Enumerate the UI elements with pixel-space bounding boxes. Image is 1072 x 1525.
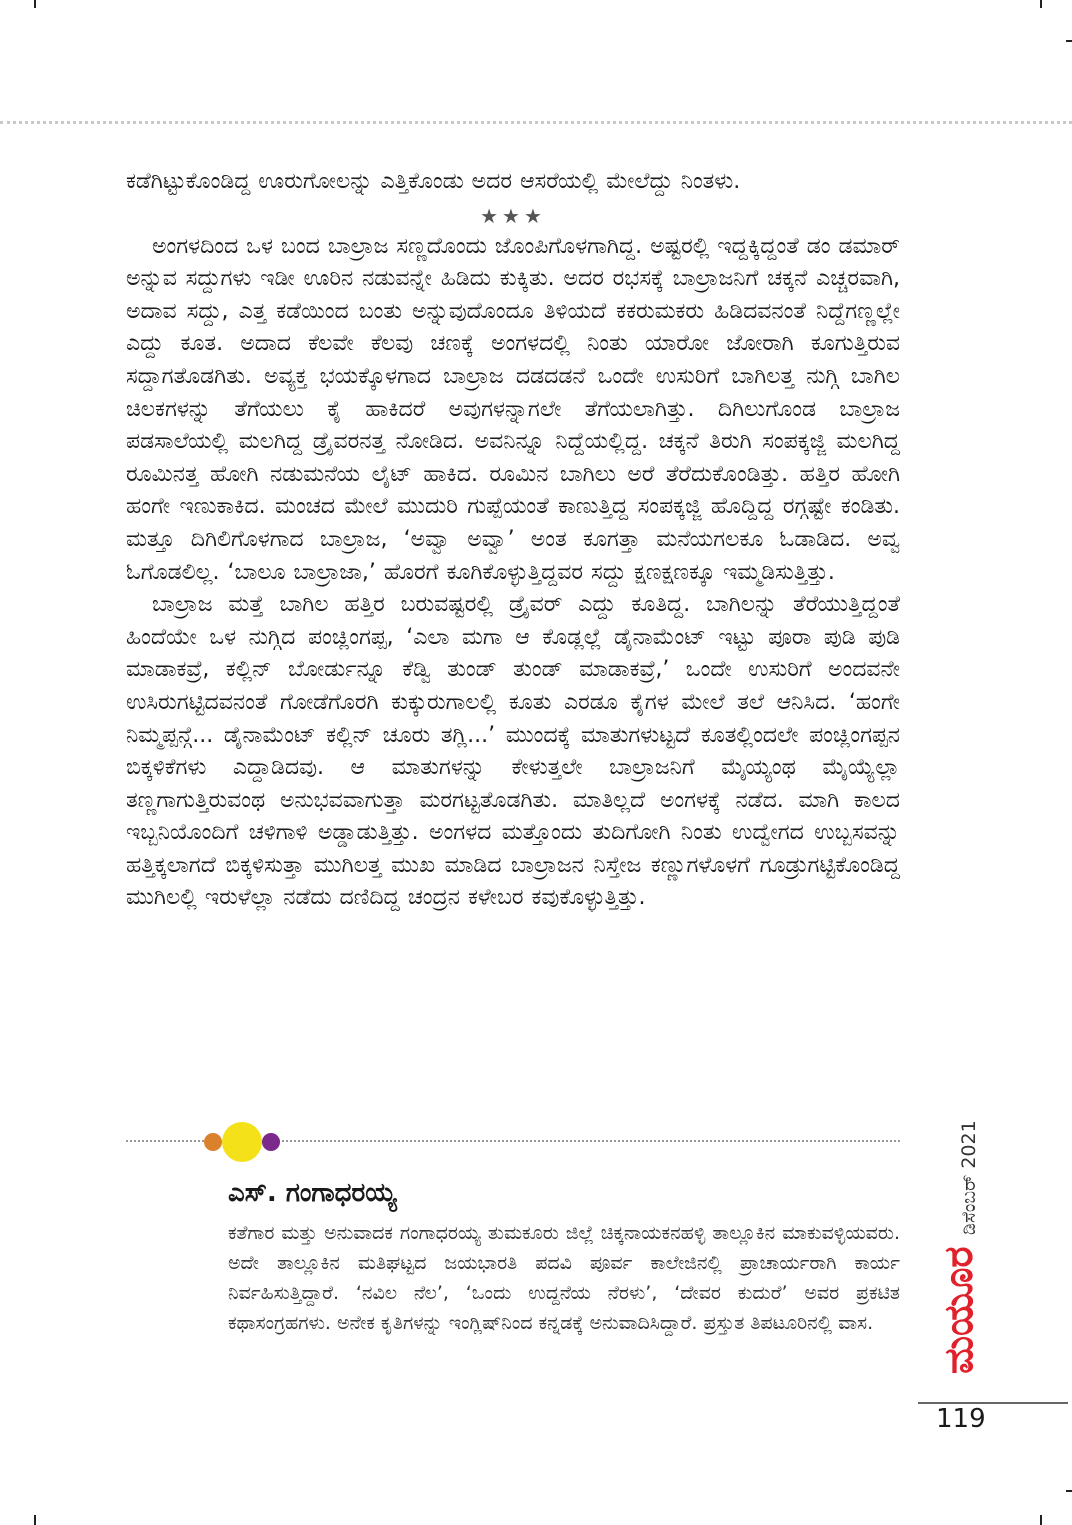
orange-dot-ornament bbox=[204, 1133, 222, 1151]
section-break-stars: ★★★ bbox=[480, 203, 546, 228]
article-paragraph-1: ಅಂಗಳದಿಂದ ಒಳ ಬಂದ ಬಾಲ್ರಾಜ ಸಣ್ಣದೊಂದು ಜೊಂಪಿಗೊಳಗಾಗಿದ್ದ. ಅಷ್ಟರಲ್ಲಿ ಇದ್ದಕ್ಕಿದ್ದಂತೆ ಡಂ ಡಮಾರ್ ಅನ್ನುವ ಸದ್ದುಗಳು ಇಡೀ ಊರಿನ ನಡುವನ್ನೇ ಹಿಡಿದು ಕುಕ್ಕಿತು. ಅದರ ರಭಸಕ್ಕೆ ಬಾಲ್ರಾಜನಿಗೆ ಚಕ್ಕನೆ ಎಚ್ಚರವಾಗಿ, ಅದಾವ ಸದ್ದು, ಎತ್ತ ಕಡೆಯಿಂದ ಬಂತು ಅನ್ನುವುದೊಂದೂ ತಿಳಿಯದೆ ಕಕರುಮಕರು ಹಿಡಿದವನಂತೆ ನಿದ್ದೆಗಣ್ಣಲ್ಲೇ ಎದ್ದು ಕೂತ. ಅದಾದ ಕೆಲವೇ ಕೆಲವು ಚಣಕ್ಕೆ ಅಂಗಳದಲ್ಲಿ ನಿಂತು ಯಾರೋ ಜೋರಾಗಿ ಕೂಗುತ್ತಿರುವ ಸದ್ದಾಗತೊಡಗಿತು. ಅವ್ಯಕ್ತ ಭಯಕ್ಕೊಳಗಾದ ಬಾಲ್ರಾಜ ದಡದಡನೆ ಒಂದೇ ಉಸುರಿಗೆ ಬಾಗಿಲತ್ತ ನುಗ್ಗಿ ಬಾಗಿಲ ಚಿಲಕಗಳನ್ನು ತೆಗೆಯಲು ಕೈ ಹಾಕಿದರೆ ಅವುಗಳನ್ನಾಗಲೇ ತೆಗೆಯಲಾಗಿತ್ತು. ದಿಗಿಲುಗೊಂಡ ಬಾಲ್ರಾಜ ಪಡಸಾಲೆಯಲ್ಲಿ ಮಲಗಿದ್ದ ಡ್ರೈವರನತ್ತ ನೋಡಿದ. ಅವನಿನ್ನೂ ನಿದ್ದೆಯಲ್ಲಿದ್ದ. ಚಕ್ಕನೆ ತಿರುಗಿ ಸಂಪಕ್ಕಜ್ಜಿ ಮಲಗಿದ್ದ ರೂಮಿನತ್ತ ಹೋಗಿ ನಡುಮನೆಯ ಲೈಟ್ ಹಾಕಿದ. ರೂಮಿನ ಬಾಗಿಲು ಅರೆ ತೆರೆದುಕೊಂಡಿತ್ತು. ಹತ್ತಿರ ಹೋಗಿ ಹಂಗೇ ಇಣುಕಾಕಿದ. ಮಂಚದ ಮೇಲೆ ಮುದುರಿ ಗುಪ್ಪೆಯಂತೆ ಕಾಣುತ್ತಿದ್ದ ಸಂಪಕ್ಕಜ್ಜಿ ಹೊದ್ದಿದ್ದ ರಗ್ಗಷ್ಟೇ ಕಂಡಿತು. ಮತ್ತೂ ದಿಗಿಲಿಗೊಳಗಾದ ಬಾಲ್ರಾಜ, ‘ಅವ್ವಾ ಅವ್ವಾ’ ಅಂತ ಕೂಗತ್ತಾ ಮನೆಯಗಲಕೂ ಓಡಾಡಿದ. ಅವ್ವ ಓಗೊಡಲಿಲ್ಲ. ‘ಬಾಲೂ ಬಾಲ್ರಾಜಾ,’ ಹೊರಗೆ ಕೂಗಿಕೊಳ್ಳುತ್ತಿದ್ದವರ ಸದ್ದು ಕ್ಷಣಕ್ಷಣಕ್ಕೂ ಇಮ್ಮಡಿಸುತ್ತಿತ್ತು. bbox=[126, 233, 900, 585]
issue-date: ಡಿಸೆಂಬರ್ 2021 bbox=[958, 1120, 980, 1235]
crop-mark-right-lower bbox=[1066, 1490, 1072, 1492]
magazine-logo: ಮಯೂರ bbox=[936, 1246, 982, 1374]
author-name: ಎಸ್. ಗಂಗಾಧರಯ್ಯ bbox=[228, 1178, 397, 1208]
page-number: 119 bbox=[936, 1404, 986, 1434]
yellow-dot-ornament bbox=[222, 1122, 262, 1162]
crop-mark-top-left bbox=[34, 0, 36, 8]
top-dotted-rule bbox=[0, 121, 1072, 124]
purple-dot-ornament bbox=[262, 1133, 280, 1151]
author-bio: ಕತೆಗಾರ ಮತ್ತು ಅನುವಾದಕ ಗಂಗಾಧರಯ್ಯ ತುಮಕೂರು ಜಿಲ್ಲೆ ಚಿಕ್ಕನಾಯಕನಹಳ್ಳಿ ತಾಲ್ಲೂಕಿನ ಮಾಕುವಳ್ಳಿಯವರು. ಅದೇ ತಾಲ್ಲೂಕಿನ ಮತಿಘಟ್ಟದ ಜಯಭಾರತಿ ಪದವಿ ಪೂರ್ವ ಕಾಲೇಜಿನಲ್ಲಿ ಪ್ರಾಚಾರ್ಯರಾಗಿ ಕಾರ್ಯ ನಿರ್ವಹಿಸುತ್ತಿದ್ದಾರೆ. ‘ನವಿಲ ನೆಲ’, ‘ಒಂದು ಉದ್ದನೆಯ ನೆರಳು’, ‘ದೇವರ ಕುದುರೆ’ ಅವರ ಪ್ರಕಟಿತ ಕಥಾಸಂಗ್ರಹಗಳು. ಅನೇಕ ಕೃತಿಗಳನ್ನು ಇಂಗ್ಲಿಷ್‌ನಿಂದ ಕನ್ನಡಕ್ಕೆ ಅನುವಾದಿಸಿದ್ದಾರೆ. ಪ್ರಸ್ತುತ ತಿಪಟೂರಿನಲ್ಲಿ ವಾಸ. bbox=[228, 1222, 900, 1334]
article-lead-line: ಕಡೆಗಿಟ್ಟುಕೊಂಡಿದ್ದ ಊರುಗೋಲನ್ನು ಎತ್ತಿಕೊಂಡು ಅದರ ಆಸರೆಯಲ್ಲಿ ಮೇಲೆದ್ದು ನಿಂತಳು. bbox=[126, 169, 741, 194]
crop-mark-bottom-left bbox=[34, 1515, 36, 1525]
article-paragraph-2: ಬಾಲ್ರಾಜ ಮತ್ತೆ ಬಾಗಿಲ ಹತ್ತಿರ ಬರುವಷ್ಟರಲ್ಲಿ ಡ್ರೈವರ್ ಎದ್ದು ಕೂತಿದ್ದ. ಬಾಗಿಲನ್ನು ತೆರೆಯುತ್ತಿದ್ದಂತೆ ಹಿಂದೆಯೇ ಒಳ ನುಗ್ಗಿದ ಪಂಚ್ಲಿಂಗಪ್ಪ, ‘ಎಲಾ ಮಗಾ ಆ ಕೊಡ್ಲಲ್ಲೆ ಡೈನಾಮೆಂಟ್ ಇಟ್ಟು ಪೂರಾ ಪುಡಿ ಪುಡಿ ಮಾಡಾಕವ್ರೆ, ಕಲ್ಲಿನ್ ಬೋರ್ಡುನ್ನೂ ಕೆಡ್ವಿ ತುಂಡ್ ತುಂಡ್ ಮಾಡಾಕವ್ರೆ,’ ಒಂದೇ ಉಸುರಿಗೆ ಅಂದವನೇ ಉಸಿರುಗಟ್ಟಿದವನಂತೆ ಗೋಡೆಗೊರಗಿ ಕುಕ್ಕುರುಗಾಲಲ್ಲಿ ಕೂತು ಎರಡೂ ಕೈಗಳ ಮೇಲೆ ತಲೆ ಆನಿಸಿದ. ‘ಹಂಗೇ ನಿಮ್ಮಪ್ಪನ್ಗೆ... ಡೈನಾಮೆಂಟ್ ಕಲ್ಲಿನ್ ಚೂರು ತಗ್ಲಿ...’ ಮುಂದಕ್ಕೆ ಮಾತುಗಳುಟ್ಟದೆ ಕೂತಲ್ಲಿಂದಲೇ ಪಂಚ್ಲಿಂಗಪ್ಪನ ಬಿಕ್ಕಳಿಕೆಗಳು ಎದ್ದಾಡಿದವು. ಆ ಮಾತುಗಳನ್ನು ಕೇಳುತ್ತಲೇ ಬಾಲ್ರಾಜನಿಗೆ ಮೈಯ್ಯಂಥ ಮೈಯ್ಯೆಲ್ಲಾ ತಣ್ಣಗಾಗುತ್ತಿರುವಂಥ ಅನುಭವವಾಗುತ್ತಾ ಮರಗಟ್ಟತೊಡಗಿತು. ಮಾತಿಲ್ಲದೆ ಅಂಗಳಕ್ಕೆ ನಡೆದ. ಮಾಗಿ ಕಾಲದ ಇಬ್ಬನಿಯೊಂದಿಗೆ ಚಳಿಗಾಳಿ ಅಡ್ಡಾಡುತ್ತಿತ್ತು. ಅಂಗಳದ ಮತ್ತೊಂದು ತುದಿಗೋಗಿ ನಿಂತು ಉದ್ವೇಗದ ಉಬ್ಬಸವನ್ನು ಹತ್ತಿಕ್ಕಲಾಗದೆ ಬಿಕ್ಕಳಿಸುತ್ತಾ ಮುಗಿಲತ್ತ ಮುಖ ಮಾಡಿದ ಬಾಲ್ರಾಜನ ನಿಸ್ತೇಜ ಕಣ್ಣುಗಳೊಳಗೆ ಗೂಡ್ರುಗಟ್ಟಿಕೊಂಡಿದ್ದ ಮುಗಿಲಲ್ಲಿ ಇರುಳೆಲ್ಲಾ ನಡೆದು ದಣಿದಿದ್ದ ಚಂದ್ರನ ಕಳೇಬರ ಕವುಕೊಳ್ಳುತ್ತಿತ್ತು. bbox=[126, 592, 900, 911]
crop-mark-right-upper bbox=[1066, 40, 1072, 42]
article-body bbox=[126, 166, 900, 915]
crop-mark-bottom-right bbox=[1040, 1515, 1042, 1525]
crop-mark-top-right bbox=[1040, 0, 1042, 8]
